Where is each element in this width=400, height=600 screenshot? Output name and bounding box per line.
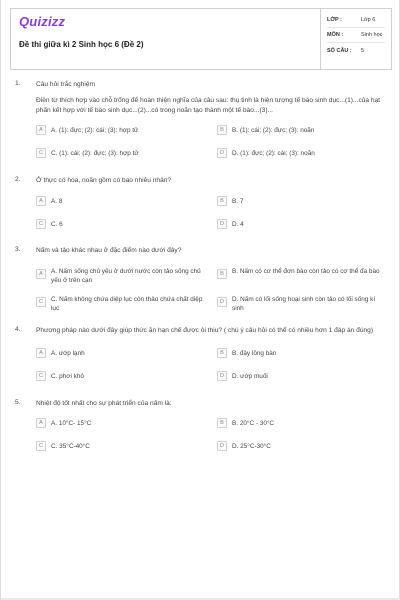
option-letter-box[interactable]: B [217, 196, 227, 206]
option-letter-box[interactable]: A [36, 125, 46, 135]
meta-value: 5 [361, 47, 365, 54]
option-text: B. 20°C - 30°C [232, 420, 275, 427]
option-text: A. (1): đực; (2): cái; (3): hợp tử [51, 127, 139, 134]
option-text: C. (1): cái; (2): đực; (3): hợp tử [51, 150, 139, 157]
option-4a[interactable] [36, 348, 206, 358]
question-text-detail: Điền từ thích hợp vào chỗ trống để hoàn thiện nghĩa của câu sau: thụ tinh là hiện tượng tế bào sinh dục...(1)...của hạt phấn kết hợp với tế bào sinh dục...(2)...có trong noãn tạo thành một tế bào...(3)... [36, 97, 381, 114]
worksheet-title: Đề thi giữa kì 2 Sinh học 6 (Đề 2) [19, 40, 144, 49]
option-text: D. (1): đực; (2): cái; (3): noãn [232, 150, 315, 157]
question-number: 3. [15, 246, 21, 253]
option-3b[interactable] [217, 266, 387, 279]
option-5a[interactable] [36, 418, 206, 428]
header-left [11, 9, 321, 69]
option-2b[interactable] [217, 196, 387, 206]
option-text: B. (1): cái; (2): đực; (3): noãn [232, 127, 315, 134]
question-text: Nấm và tảo khác nhau ở đặc điểm nào dưới đây? [36, 247, 182, 254]
option-text: C. 35°C-40°C [51, 443, 90, 450]
option-text: B. 7 [232, 198, 244, 205]
meta-label: LỚP : [327, 17, 342, 23]
meta-row-count [327, 43, 385, 58]
question-text: Nhiệt độ tốt nhất cho sự phát triển của nấm là: [36, 400, 172, 407]
option-5c[interactable] [36, 441, 206, 451]
option-1a[interactable] [36, 125, 206, 135]
option-letter-box[interactable]: D [217, 371, 227, 381]
meta-value: Sinh học [361, 32, 383, 38]
option-2a[interactable] [36, 196, 206, 206]
option-letter-box[interactable]: B [217, 418, 227, 428]
option-letter-box[interactable]: B [217, 269, 227, 279]
option-4c[interactable] [36, 371, 206, 381]
option-text: A. 10°C- 15°C [51, 420, 92, 427]
option-text: C. Nấm không chứa diệp lục còn thảo chứa chất diệp lục [51, 296, 203, 312]
option-text: D. ướp muối [232, 373, 268, 380]
option-5b[interactable] [217, 418, 387, 428]
option-letter-box[interactable]: A [36, 348, 46, 358]
quizizz-logo: Quizizz [19, 14, 66, 29]
option-3d[interactable] [217, 294, 387, 313]
option-text: A. 8 [51, 198, 63, 205]
meta-row-class [327, 13, 385, 28]
option-1d[interactable] [217, 148, 387, 158]
option-4b[interactable] [217, 348, 387, 358]
option-4d[interactable] [217, 371, 387, 381]
question-text: Ở thực có hoa, noãn gồm có bao nhiêu nhân? [36, 177, 172, 184]
question-number: 5. [15, 399, 21, 406]
option-5d[interactable] [217, 441, 387, 451]
option-text: D. 4 [232, 221, 244, 228]
option-3a[interactable] [36, 266, 206, 285]
question-number: 4. [15, 326, 21, 333]
option-letter-box[interactable]: B [217, 125, 227, 135]
option-letter-box[interactable]: D [217, 297, 227, 307]
option-text: B. Nấm có cơ thể đơn bào còn tảo có cơ thể đa bào [232, 268, 380, 275]
option-letter-box[interactable]: D [217, 441, 227, 451]
option-1b[interactable] [217, 125, 387, 135]
option-letter-box[interactable]: A [36, 269, 46, 279]
option-text: D. 25°C-30°C [232, 443, 271, 450]
option-2d[interactable] [217, 219, 387, 229]
question-number: 1. [15, 80, 21, 87]
option-3c[interactable] [36, 294, 206, 313]
option-letter-box[interactable]: D [217, 219, 227, 229]
option-letter-box[interactable]: C [36, 148, 46, 158]
option-1c[interactable] [36, 148, 206, 158]
question-text: Phương pháp nào dưới đây giúp thức ăn hạn chế được ôi thiu? ( chú ý câu hỏi có thể có nhiều hơn 1 đáp án đúng) [36, 327, 374, 334]
option-text: A. Nấm sống chủ yếu ở dưới nước còn tảo sống chủ yếu ở trên cạn [51, 268, 201, 284]
option-2c[interactable] [36, 219, 206, 229]
meta-label: SỐ CÂU : [327, 47, 352, 54]
meta-row-subject [327, 28, 385, 43]
option-text: D. Nấm có lối sống hoại sinh còn tảo có lối sống kí sinh [232, 296, 376, 312]
header-meta [321, 9, 391, 69]
option-letter-box[interactable]: A [36, 418, 46, 428]
option-letter-box[interactable]: C [36, 219, 46, 229]
option-text: C. 6 [51, 221, 63, 228]
option-text: A. ướp lạnh [51, 350, 85, 357]
question-number: 2. [15, 176, 21, 183]
question-text: Câu hỏi trắc nghiệm [36, 81, 96, 88]
option-letter-box[interactable]: C [36, 371, 46, 381]
option-text: B. đậy lồng bàn [232, 350, 277, 357]
option-letter-box[interactable]: C [36, 297, 46, 307]
meta-label: MÔN : [327, 32, 344, 38]
option-letter-box[interactable]: D [217, 148, 227, 158]
option-letter-box[interactable]: A [36, 196, 46, 206]
option-letter-box[interactable]: B [217, 348, 227, 358]
worksheet-header [10, 8, 392, 70]
option-letter-box[interactable]: C [36, 441, 46, 451]
option-text: C. phơi khô [51, 373, 84, 380]
meta-value: Lớp 6 [361, 17, 376, 23]
